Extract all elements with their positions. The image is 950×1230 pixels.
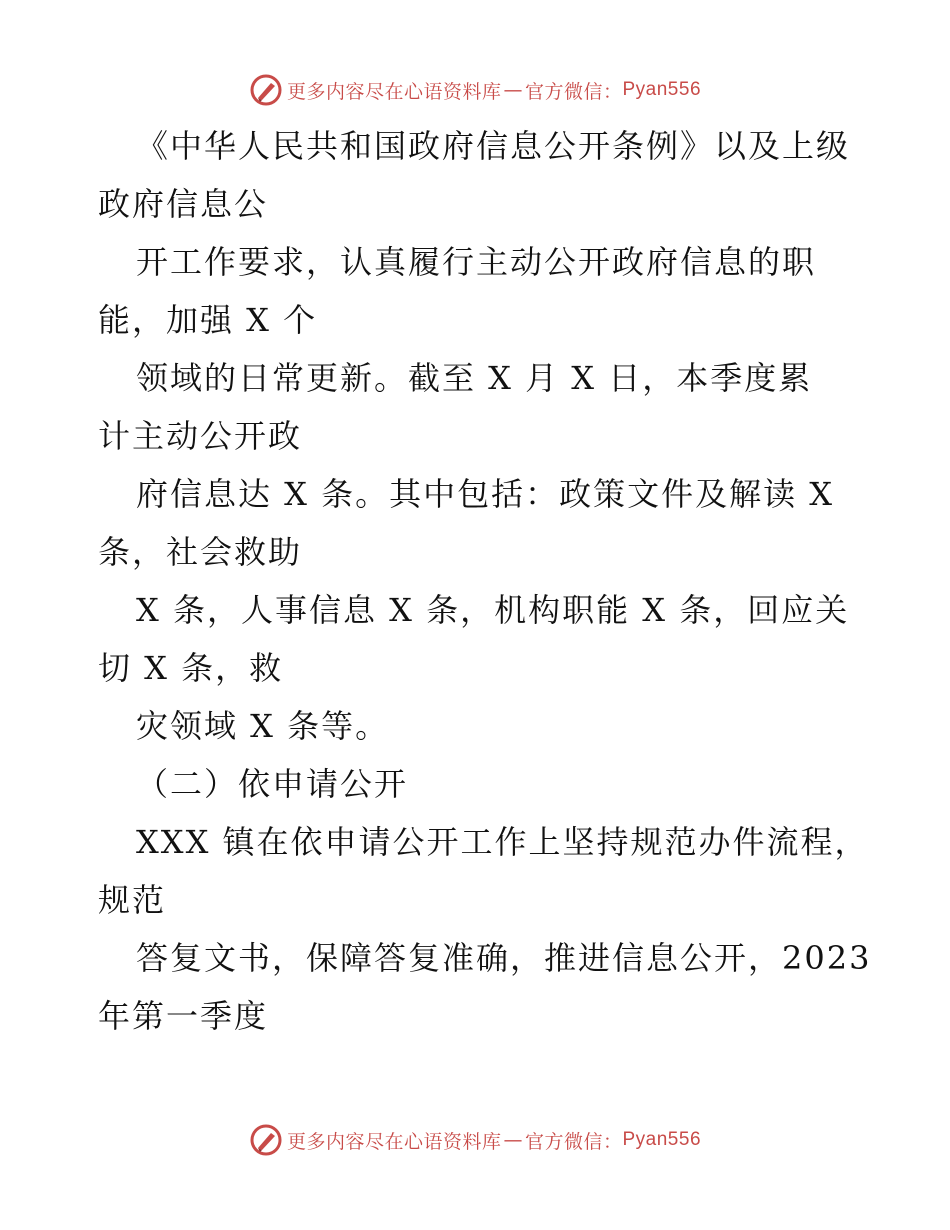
text-line: 年第一季度 [98, 997, 269, 1035]
watermark-contact-id: Pyan556 [622, 79, 702, 100]
pen-logo-icon [249, 73, 283, 107]
pen-logo-icon [249, 1123, 283, 1157]
watermark-separator: — [503, 1129, 523, 1151]
header-watermark [0, 70, 950, 110]
text-line: 能，加强 X 个 [98, 301, 318, 339]
text-line: 开工作要求，认真履行主动公开政府信息的职 [136, 243, 817, 281]
watermark-contact-label: 官方微信： [524, 1130, 623, 1153]
watermark-brand-text: 更多内容尽在心语资料库 [286, 1130, 502, 1153]
text-line: 灾领域 X 条等。 [136, 707, 390, 745]
watermark-contact-id: Pyan556 [622, 1129, 702, 1150]
text-line: 切 X 条，救 [98, 649, 284, 687]
section-heading: （二）依申请公开 [136, 765, 409, 803]
text-line: 政府信息公 [98, 185, 269, 223]
text-line: 条，社会救助 [98, 533, 303, 571]
text-line: XXX 镇在依申请公开工作上坚持规范办件流程， [136, 823, 869, 861]
text-line: 《中华人民共和国政府信息公开条例》以及上级 [136, 127, 851, 165]
text-line: 答复文书，保障答复准确，推进信息公开，2023 [136, 939, 872, 977]
footer-watermark [0, 1120, 950, 1160]
text-line: X 条，人事信息 X 条，机构职能 X 条，回应关 [136, 591, 850, 629]
watermark-brand-text: 更多内容尽在心语资料库 [286, 80, 502, 103]
document-body [98, 117, 872, 1045]
watermark-separator: — [503, 79, 523, 101]
text-line: 计主动公开政 [98, 417, 303, 455]
watermark-contact-label: 官方微信： [524, 80, 623, 103]
text-line: 府信息达 X 条。其中包括：政策文件及解读 X [136, 475, 835, 513]
text-line: 规范 [98, 881, 167, 919]
text-line: 领域的日常更新。截至 X 月 X 日，本季度累 [136, 359, 813, 397]
